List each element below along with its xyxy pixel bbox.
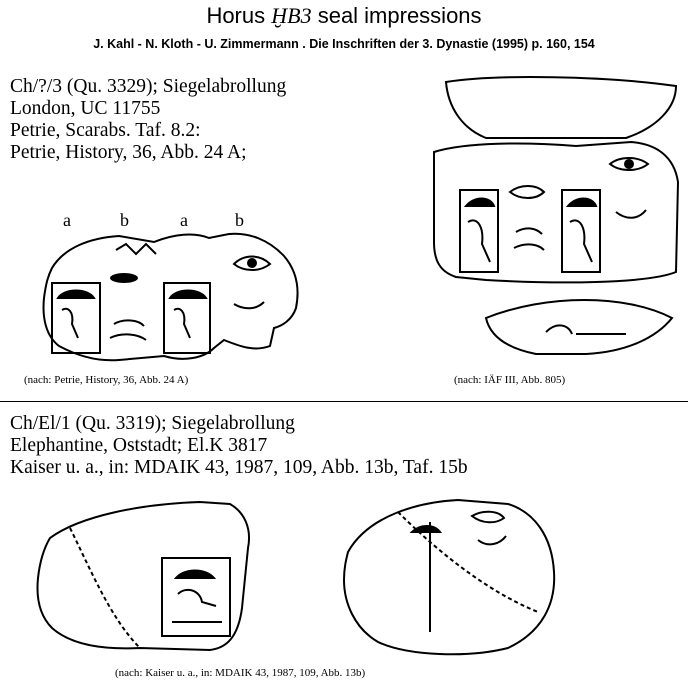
figure-caption-bottom: (nach: Kaiser u. a., in: MDAIK 43, 1987, 109, Abb. 13b) [115,667,366,679]
section2-line-1: Ch/El/1 (Qu. 3319); Siegelabrollung [10,413,295,434]
title-suffix: seal impressions [317,3,482,28]
figure-caption-left: (nach: Petrie, History, 36, Abb. 24 A) [24,374,189,386]
seal-drawing-petrie [34,228,304,368]
citation-subtitle: J. Kahl - N. Kloth - U. Zimmermann . Die Inschriften der 3. Dynastie (1995) p. 160, 154 [93,37,595,51]
column-label: b [120,210,129,230]
section-divider [0,401,688,402]
column-label: a [180,210,188,230]
section1-entry [10,76,286,164]
column-label: b [235,210,244,230]
column-label: a [63,210,71,230]
seal-drawing-iaf [426,72,684,372]
section2-line-3: Kaiser u. a., in: MDAIK 43, 1987, 109, Abb. 13b, Taf. 15b [10,457,468,478]
page-title [0,3,688,29]
figure-caption-right: (nach: IÄF III, Abb. 805) [454,374,566,386]
section2-entry [10,413,468,479]
section2-line-2: Elephantine, Oststadt; El.K 3817 [10,435,268,456]
seal-drawing-elephantine-right [338,492,562,662]
title-royal-name: ḪB3 [271,3,312,28]
title-prefix: Horus [206,3,266,28]
seal-drawing-elephantine-left [30,498,260,663]
section1-line-4: Petrie, History, 36, Abb. 24 A; [10,142,247,163]
section1-line-3: Petrie, Scarabs. Taf. 8.2: [10,120,201,141]
section1-line-1: Ch/?/3 (Qu. 3329); Siegelabrollung [10,76,287,97]
section1-line-2: London, UC 11755 [10,98,161,119]
